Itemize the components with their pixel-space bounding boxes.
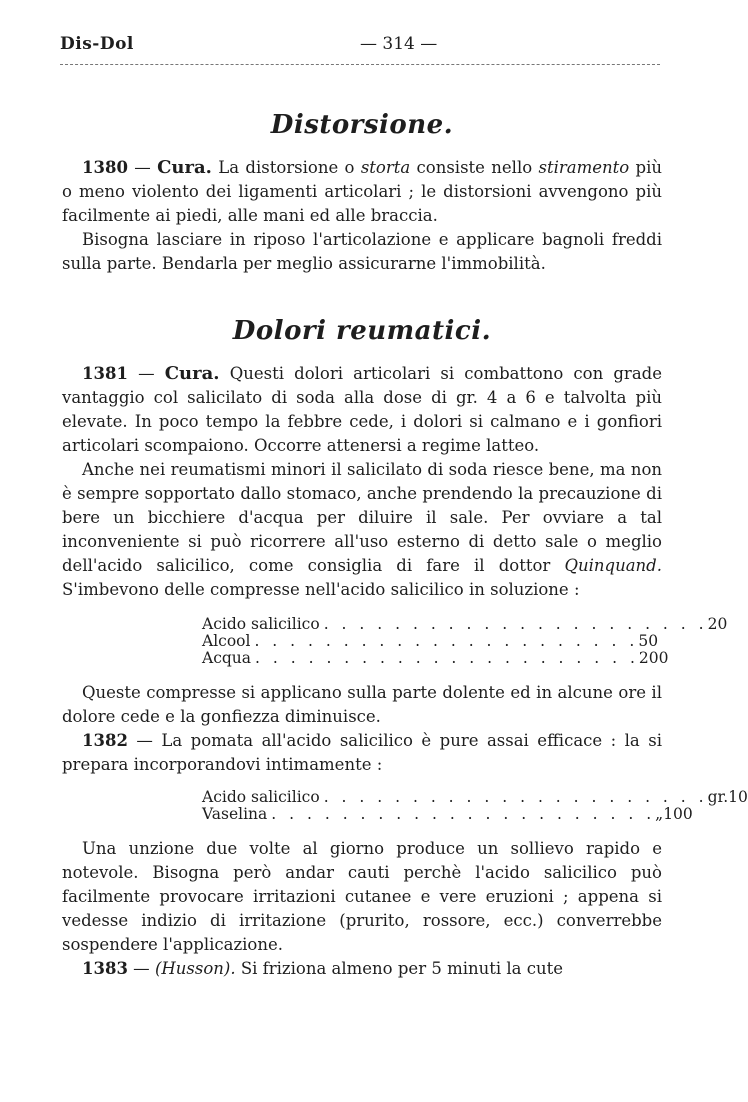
entry-number: 1381 bbox=[82, 364, 128, 383]
entry-dash: — bbox=[127, 959, 155, 978]
ingredient-quantity: 100 bbox=[663, 805, 693, 823]
entry-keyword: Cura. bbox=[164, 363, 220, 384]
leader-dots: . . . . . . . . . . . . . . . . . . . . . . bbox=[254, 632, 639, 650]
ingredient-name: Acqua bbox=[202, 649, 252, 667]
author-name: (Husson). bbox=[154, 959, 236, 978]
leader-dots: . . . . . . . . . . . . . . . . . . . . . . bbox=[255, 649, 639, 667]
ingredient-unit: „ bbox=[655, 805, 664, 823]
ingredient-name: Vaselina bbox=[202, 805, 268, 823]
leader-dots: . . . . . . . . . . . . . . . . . . . . . . bbox=[271, 805, 656, 823]
doctor-name: Quinquand. bbox=[564, 556, 662, 575]
ingredient-unit: gr. bbox=[707, 788, 729, 806]
entry-number: 1382 bbox=[82, 731, 128, 750]
entry-number: 1380 bbox=[82, 158, 128, 177]
section-title-distorsione: Distorsione. bbox=[270, 110, 454, 140]
recipe-table-1 bbox=[202, 615, 728, 667]
page-number: — 314 — bbox=[360, 34, 438, 54]
paragraph bbox=[62, 458, 662, 602]
paragraph: Una unzione due volte al giorno produce un sollievo rapido e notevole. Bisogna però andar cauti perchè l'acido salicilico può facilmente provocare irritazioni cutanee e vere eruzioni ; appena si vedesse indizio di irritazione (prurito, rossore, ecc.) converrebbe sospendere l'applicazione. bbox=[62, 839, 662, 954]
entry-1380 bbox=[62, 156, 662, 228]
ingredient-name: Acido salicilico bbox=[202, 615, 320, 633]
paragraph-text: Anche nei reumatismi minori il salicilato di soda riesce bene, ma non è sempre sopportato dallo stomaco, anche prendendo la precauzione di bere un bicchiere d'acqua per diluire il sale. Per ovviare a tal inconveniente si può ricorrere all'uso esterno di detto sale o meglio dell'acido salicilico, come consiglia di fare il dottor bbox=[62, 460, 662, 575]
recipe-table-2 bbox=[202, 788, 748, 823]
page-body bbox=[62, 106, 748, 981]
entry-text: più o meno violento dei ligamenti articolari ; le distorsioni avvengono più facilmente ai piedi, alle mani ed alle braccia. bbox=[62, 158, 662, 225]
entry-number: 1383 bbox=[82, 959, 128, 978]
entry-text: La pomata all'acido salicilico è pure assai efficace : la si prepara incorporandovi intimamente : bbox=[62, 731, 662, 774]
entry-text: Si friziona almeno per 5 minuti la cute bbox=[235, 959, 564, 978]
entry-text: consiste nello bbox=[410, 158, 539, 177]
paragraph: Queste compresse si applicano sulla parte dolente ed in alcune ore il dolore cede e la gonfiezza diminuisce. bbox=[62, 683, 662, 726]
entry-dash: — bbox=[127, 158, 158, 177]
paragraph-text: S'imbevono delle compresse nell'acido salicilico in soluzione : bbox=[62, 580, 580, 599]
header-rule bbox=[60, 64, 660, 66]
term-stiramento: stiramento bbox=[538, 158, 630, 177]
recipe-row bbox=[202, 632, 659, 650]
section-title-dolori-reumatici: Dolori reumatici. bbox=[232, 316, 492, 346]
ingredient-quantity: 50 bbox=[638, 632, 659, 650]
entry-dash: — bbox=[127, 731, 162, 750]
recipe-row bbox=[202, 615, 728, 633]
running-header bbox=[60, 34, 660, 58]
entry-1383 bbox=[62, 957, 662, 981]
ingredient-quantity: 10 bbox=[728, 788, 748, 806]
leader-dots: . . . . . . . . . . . . . . . . . . . . . . bbox=[323, 615, 708, 633]
ingredient-quantity: 200 bbox=[638, 649, 669, 667]
entry-keyword: Cura. bbox=[157, 157, 212, 178]
paragraph: Bisogna lasciare in riposo l'articolazione e applicare bagnoli freddi sulla parte. Bendarla per meglio assicurarne l'immobilità. bbox=[62, 230, 662, 273]
ingredient-quantity: 20 bbox=[707, 615, 728, 633]
entry-1382 bbox=[62, 729, 662, 777]
leader-dots: . . . . . . . . . . . . . . . . . . . . . . bbox=[323, 788, 708, 806]
term-storta: storta bbox=[360, 158, 411, 177]
recipe-row bbox=[202, 649, 669, 667]
ingredient-name: Alcool bbox=[202, 632, 251, 650]
recipe-row bbox=[202, 805, 693, 823]
entry-text: Questi dolori articolari si combattono con grade vantaggio col salicilato di soda alla dose di gr. 4 a 6 e talvolta più elevate. In poco tempo la febbre cede, i dolori si calmano e i gonfiori articolari scompaiono. Occorre attenersi a regime latteo. bbox=[62, 364, 662, 455]
entry-1381 bbox=[62, 362, 662, 458]
entry-dash: — bbox=[127, 364, 165, 383]
header-section-range: Dis-Dol bbox=[60, 34, 134, 54]
ingredient-name: Acido salicilico bbox=[202, 788, 320, 806]
recipe-row bbox=[202, 788, 748, 806]
entry-text: La distorsione o bbox=[211, 158, 361, 177]
